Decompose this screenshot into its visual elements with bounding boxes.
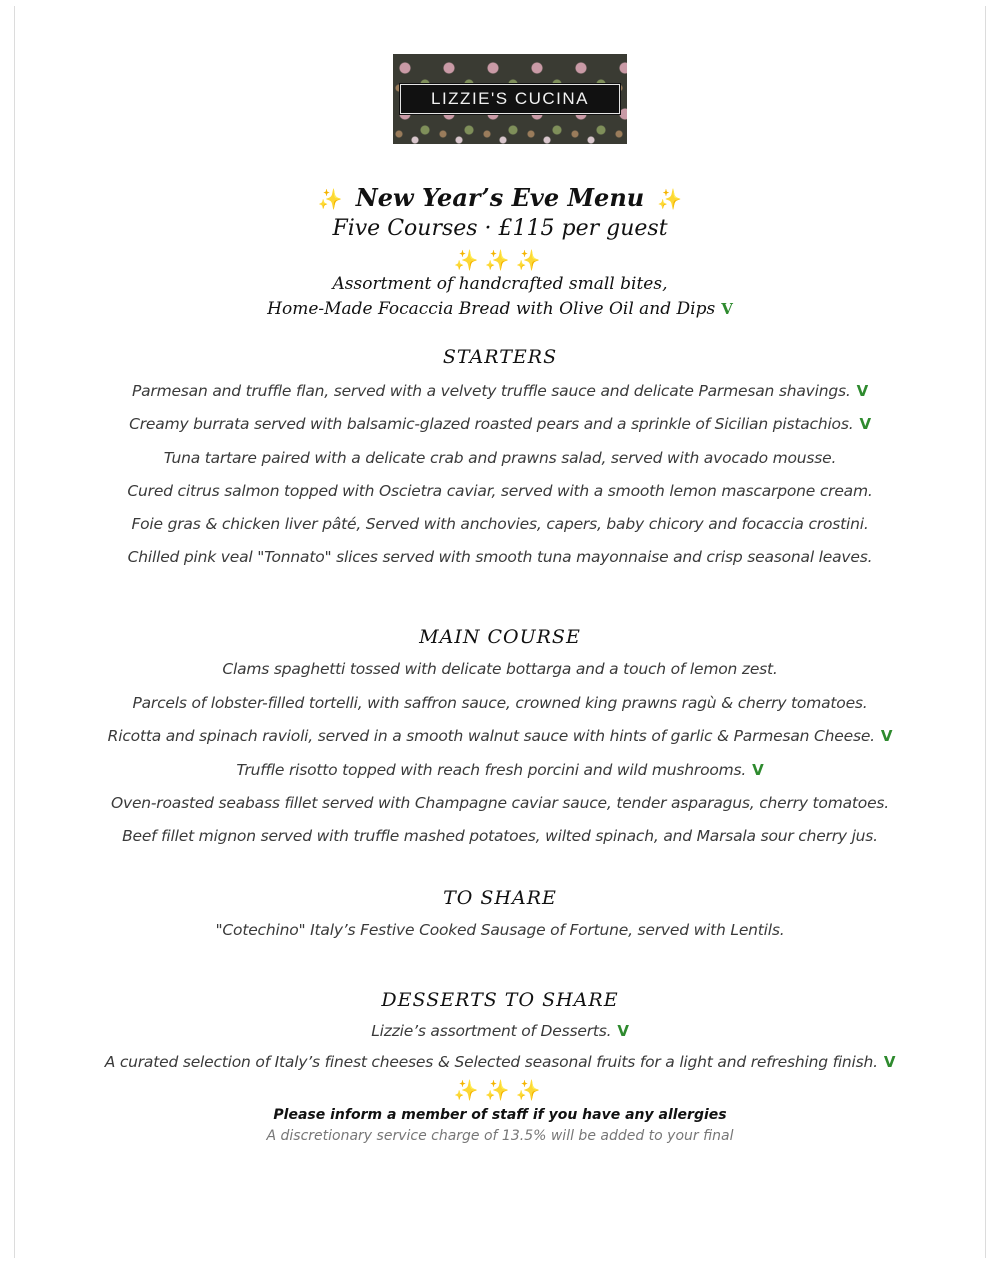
menu-item: Oven-roasted seabass fillet served with Champagne caviar sauce, tender asparagus, cherry tomatoes. <box>110 794 890 812</box>
menu-item-text: Truffle risotto topped with reach fresh porcini and wild mushrooms. <box>236 761 747 779</box>
allergy-notice: Please inform a member of staff if you have any allergies <box>273 1107 727 1123</box>
section-heading-main-course: MAIN COURSE <box>419 626 581 648</box>
menu-item: Parcels of lobster-filled tortelli, with saffron sauce, crowned king prawns ragù & cherry tomatoes. <box>132 694 868 712</box>
menu-item <box>0 761 1000 779</box>
menu-item <box>0 1053 1000 1071</box>
vegetarian-icon: V <box>856 382 869 400</box>
menu-item <box>0 727 1000 745</box>
sparkles-divider: ✨✨✨ <box>453 1078 547 1102</box>
sparkle-icon: ✨ <box>657 187 683 211</box>
vegetarian-icon: V <box>859 415 871 433</box>
intro-line-2 <box>0 299 1000 319</box>
menu-item-text: Lizzie’s assortment of Desserts. <box>371 1022 612 1040</box>
menu-item: Cured citrus salmon topped with Oscietra caviar, served with a smooth lemon mascarpone cream. <box>127 482 873 500</box>
vegetarian-icon: V <box>721 300 733 318</box>
menu-title-row <box>0 183 1000 212</box>
sparkles-divider: ✨✨✨ <box>453 248 547 272</box>
menu-title: New Year’s Eve Menu <box>355 183 645 212</box>
menu-item <box>0 415 1000 433</box>
vegetarian-icon: V <box>883 1053 896 1071</box>
section-heading-starters: STARTERS <box>442 346 558 368</box>
vegetarian-icon: V <box>752 761 764 779</box>
logo-label-box <box>400 84 620 114</box>
section-heading-desserts: DESSERTS TO SHARE <box>381 989 619 1011</box>
service-charge-notice: A discretionary service charge of 13.5% will be added to your final <box>266 1128 734 1144</box>
menu-item: Chilled pink veal "Tonnato" slices served with smooth tuna mayonnaise and crisp seasonal leaves. <box>127 548 873 566</box>
menu-item: "Cotechino" Italy’s Festive Cooked Sausage of Fortune, served with Lentils. <box>215 921 785 939</box>
menu-item <box>0 1022 1000 1040</box>
restaurant-logo <box>393 54 627 144</box>
menu-item <box>0 382 1000 400</box>
intro-line-2-text: Home-Made Focaccia Bread with Olive Oil and Dips <box>267 299 716 319</box>
menu-item: Clams spaghetti tossed with delicate bottarga and a touch of lemon zest. <box>222 660 778 678</box>
vegetarian-icon: V <box>617 1022 629 1040</box>
menu-item-text: Ricotta and spinach ravioli, served in a smooth walnut sauce with hints of garlic & Parmesan Cheese. <box>107 727 875 745</box>
menu-item: Beef fillet mignon served with truffle mashed potatoes, wilted spinach, and Marsala sour cherry jus. <box>122 827 878 845</box>
vegetarian-icon: V <box>880 727 893 745</box>
menu-item-text: Creamy burrata served with balsamic-glazed roasted pears and a sprinkle of Sicilian pistachios. <box>129 415 854 433</box>
menu-item-text: A curated selection of Italy’s finest cheeses & Selected seasonal fruits for a light and refreshing finish. <box>104 1053 878 1071</box>
logo-text: LIZZIE'S CUCINA <box>431 89 589 108</box>
menu-item-text: Parmesan and truffle flan, served with a velvety truffle sauce and delicate Parmesan shavings. <box>131 382 851 400</box>
menu-item: Foie gras & chicken liver pâté, Served with anchovies, capers, baby chicory and focaccia crostini. <box>131 515 869 533</box>
menu-item: Tuna tartare paired with a delicate crab and prawns salad, served with avocado mousse. <box>163 449 837 467</box>
intro-line-1: Assortment of handcrafted small bites, <box>332 274 668 294</box>
menu-subtitle: Five Courses · £115 per guest <box>332 216 668 241</box>
section-heading-to-share: TO SHARE <box>443 887 557 909</box>
sparkle-icon: ✨ <box>317 187 343 211</box>
